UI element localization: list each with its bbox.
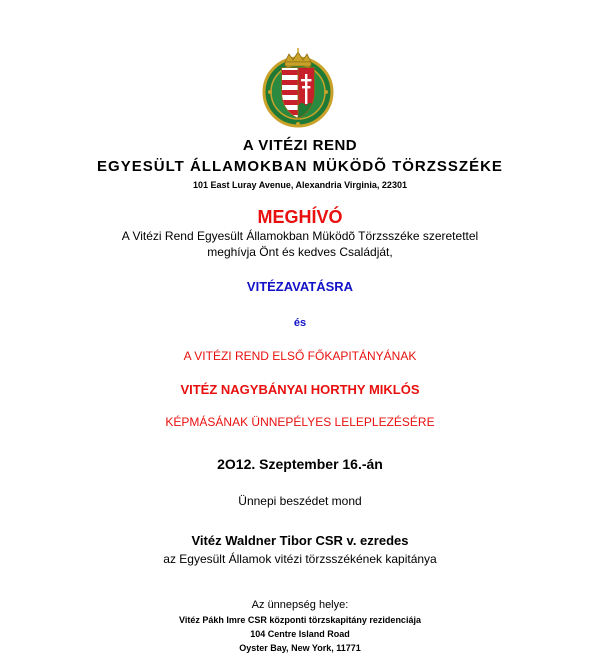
venue-line1: Vitéz Pákh Imre CSR központi törzskapitány rezidenciája (179, 615, 421, 625)
invitation-intro-line2: meghívja Önt és kedves Családját, (207, 245, 393, 259)
event-knighting: VITÉZAVATÁSRA (246, 279, 354, 294)
event-portrait-line3: KÉPMÁSÁNAK ÜNNEPÉLYES LELEPLEZÉSÉRE (165, 415, 435, 429)
conjunction: és (293, 317, 307, 329)
speaker-name: Vitéz Waldner Tibor CSR v. ezredes (191, 533, 409, 548)
coat-of-arms-icon (258, 48, 338, 128)
event-portrait-name: VITÉZ NAGYBÁNYAI HORTHY MIKLÓS (180, 382, 420, 397)
event-date: 2O12. Szeptember 16.-án (217, 456, 383, 472)
speech-intro: Ünnepi beszédet mond (238, 494, 362, 508)
venue-line2: 104 Centre Island Road (250, 629, 350, 639)
event-portrait-line1: A VITÉZI REND ELSŐ FŐKAPITÁNYÁNAK (183, 349, 417, 363)
venue-line3: Oyster Bay, New York, 11771 (239, 643, 361, 653)
invitation-intro-line1: A Vitézi Rend Egyesült Államokban Müködõ Törzsszéke szeretettel (121, 229, 479, 243)
chapter-address: 101 East Luray Avenue, Alexandria Virginia, 22301 (193, 180, 407, 190)
venue-label: Az ünnepség helye: (251, 599, 349, 611)
order-name: A VITÉZI REND (242, 137, 358, 154)
invitation-title: MEGHÍVÓ (257, 207, 343, 227)
speaker-title: az Egyesült Államok vitézi törzsszékének kapitánya (163, 552, 437, 566)
chapter-name: EGYESÜLT ÁLLAMOKBAN MÜKÖDÕ TÖRZSSZÉKE (97, 158, 503, 175)
